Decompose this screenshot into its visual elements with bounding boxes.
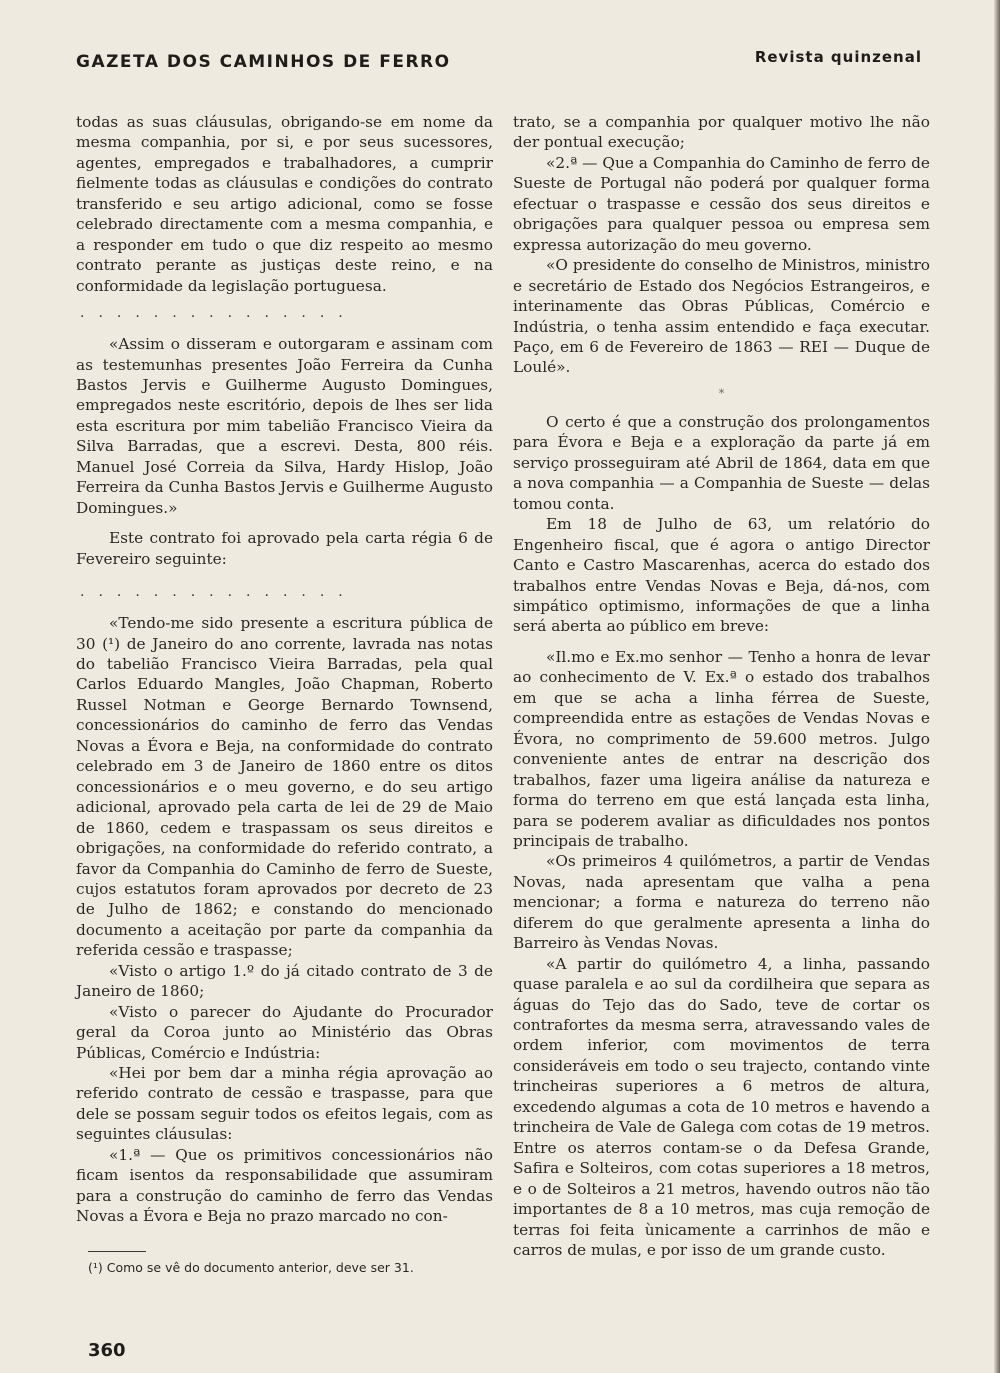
paragraph: «Il.mo e Ex.mo senhor — Tenho a honra de levar ao conhecimento de V. Ex.ª o estado dos trabalhos em que se acha a linha férrea de Sueste, compreendida entre as estações de Vendas Novas e Évora, no comprimento de 59.600 metros. Julgo conveniente antes de entrar na descrição dos trabalhos, fazer uma ligeira análise da natureza e forma do terreno em que está lançada esta linha, para se poderem avaliar as dificuldades nos pontos principais de trabalho. xyxy=(513,647,930,850)
paragraph: «1.ª — Que os primitivos concessionários não ficam isentos da responsabilidade que assumiram para a construção do caminho de ferro das Vendas Novas a Évora e Beja no prazo marcado no con- xyxy=(76,1145,493,1226)
paragraph: «Hei por bem dar a minha régia aprovação ao referido contrato de cessão e traspasse, para que dele se possam seguir todos os efeitos legais, com as seguintes cláusulas: xyxy=(76,1064,493,1144)
right-column xyxy=(513,112,930,1260)
page-edge-shadow xyxy=(994,0,1000,1373)
paragraph: «A partir do quilómetro 4, a linha, passando quase paralela e ao sul da cordilheira que separa as águas do Tejo das do Sado, teve de cortar os contrafortes da mesma serra, atravessando vales de ordem inferior, com movimentos de terra consideráveis em todo o seu trajecto, contando vinte trincheiras superiores a 6 metros de altura, excedendo algumas a cota de 10 metros e havendo a trincheira de Vale de Galega com cotas de 19 metros. Entre os aterros contam-se o da Defesa Grande, Safira e Solteiros, com cotas superiores a 18 metros, e o de Solteiros a 21 metros, havendo outros não tão importantes de 8 a 10 metros, mas cuja remoção de terras foi feita ùnicamente a carrinhos de mão e carros de mulas, e por isso de um grande custo. xyxy=(513,954,930,1260)
paragraph: «Assim o disseram e outorgaram e assinam com as testemunhas presentes João Ferreira da Cunha Bastos Jervis e Guilherme Augusto Domingues, empregados neste escritório, depois de lhes ser lida esta escritura por mim tabelião Francisco Vieira da Silva Barradas, que a escrevi. Desta, 800 réis. Manuel José Correia da Silva, Hardy Hislop, João Ferreira da Cunha Bastos Jervis e Guilherme Augusto Domingues.» xyxy=(76,335,493,517)
paragraph: Em 18 de Julho de 63, um relatório do Engenheiro fiscal, que é agora o antigo Director Canto e Castro Mascarenhas, acerca do estado dos trabalhos entre Vendas Novas e Beja, dá-nos, com simpático optimismo, informações de que a linha será aberta ao público em breve: xyxy=(513,515,930,636)
section-separator: * xyxy=(718,386,725,400)
paragraph: «O presidente do conselho de Ministros, ministro e secretário de Estado dos Negócios Estrangeiros, e interinamente das Obras Públicas, Comércio e Indústria, o tenha assim entendido e faça executar. Paço, em 6 de Fevereiro de 1863 — REI — Duque de Loulé». xyxy=(513,256,930,377)
paragraph: trato, se a companhia por qualquer motivo lhe não der pontual execução; xyxy=(513,113,930,152)
ellipsis-separator: ............... xyxy=(80,305,357,322)
paragraph: «Visto o artigo 1.º do já citado contrato de 3 de Janeiro de 1860; xyxy=(76,961,493,1001)
ellipsis-separator: ............... xyxy=(80,584,357,601)
paragraph: todas as suas cláusulas, obrigando-se em nome da mesma companhia, por si, e por seus sucessores, agentes, empregados e trabalhadores, a cumprir fielmente todas as cláusulas e condições do contrato transferido e seu artigo adicional, como se fosse celebrado directamente com a mesma companhia, e a responder em tudo o que diz respeito ao mesmo contrato perante as justiças deste reino, e na conformidade da legislação portuguesa. xyxy=(76,113,493,295)
footnote-rule xyxy=(88,1251,146,1252)
publication-title: GAZETA DOS CAMINHOS DE FERRO xyxy=(76,52,451,72)
paragraph: «2.ª — Que a Companhia do Caminho de ferro de Sueste de Portugal não poderá por qualquer forma efectuar o traspasse e cessão dos seus direitos e obrigações para qualquer pessoa ou empresa sem expressa autorização do meu governo. xyxy=(513,153,930,254)
paragraph: «Tendo-me sido presente a escritura pública de 30 (¹) de Janeiro do ano corrente, lavrada nas notas do tabelião Francisco Vieira Barradas, pela qual Carlos Eduardo Mangles, João Chapman, Roberto Russel Notman e George Bernardo Townsend, concessionários do caminho de ferro das Vendas Novas a Évora e Beja, na conformidade do contrato celebrado em 3 de Janeiro de 1860 entre os ditos concessionários e o meu governo, e do seu artigo adicional, aprovado pela carta de lei de 29 de Maio de 1860, cedem e traspassam os seus direitos e obrigações, na conformidade do referido contrato, a favor da Companhia do Caminho de ferro de Sueste, cujos estatutos foram aprovados por decreto de 23 de Julho de 1862; e constando do mencionado documento a aceitação por parte da companhia da referida cessão e traspasse; xyxy=(76,614,493,960)
publication-subtitle: Revista quinzenal xyxy=(754,48,922,66)
paragraph: «Visto o parecer do Ajudante do Procurador geral da Coroa junto ao Ministério das Obras Públicas, Comércio e Indústria: xyxy=(76,1002,493,1062)
left-column xyxy=(76,112,493,1278)
footnote: (¹) Como se vê do documento anterior, deve ser 31. xyxy=(88,1259,414,1275)
page-number: 360 xyxy=(88,1340,126,1361)
paragraph: Este contrato foi aprovado pela carta régia 6 de Fevereiro seguinte: xyxy=(76,529,493,568)
paragraph: «Os primeiros 4 quilómetros, a partir de Vendas Novas, nada apresentam que valha a pena mencionar; a forma e natureza do terreno não diferem do que geralmente apresenta a linha do Barreiro às Vendas Novas. xyxy=(513,852,930,953)
paragraph: O certo é que a construção dos prolongamentos para Évora e Beja e a exploração da parte já em serviço prosseguiram até Abril de 1864, data em que a nova companhia — a Companhia de Sueste — delas tomou conta. xyxy=(513,412,930,513)
